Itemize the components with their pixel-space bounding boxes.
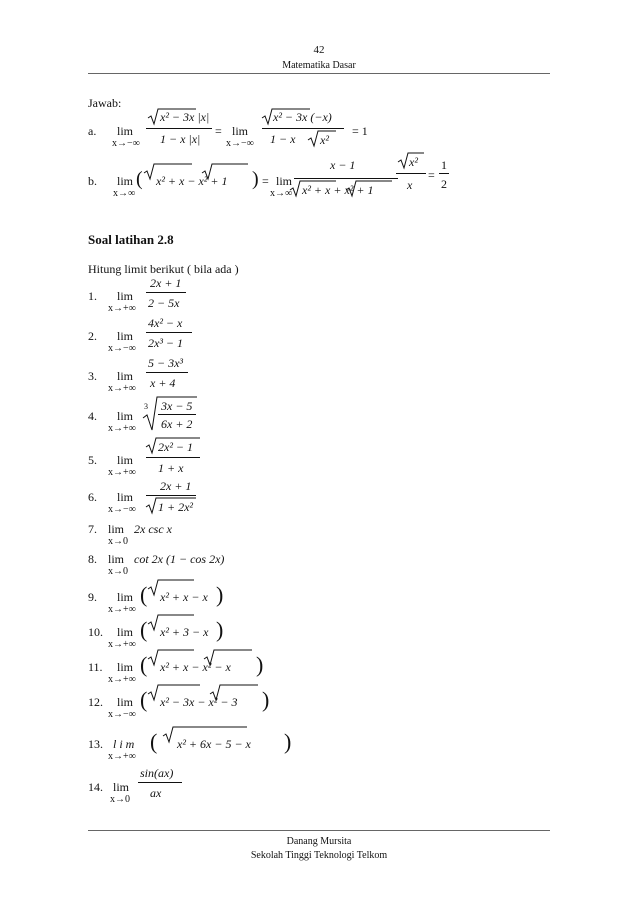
lim-sub: x→0	[108, 536, 128, 547]
answer-b-frac2-den: x	[407, 178, 413, 192]
paren-close: )	[256, 652, 264, 677]
problem-number: 10.	[88, 625, 103, 639]
fraction-line	[146, 495, 196, 496]
answer-b-res-line	[439, 173, 449, 174]
lim-sub: x→+∞	[108, 303, 136, 314]
problem-number: 6.	[88, 490, 97, 504]
answer-b-paren-close: )	[252, 168, 259, 190]
problem-number: 9.	[88, 590, 97, 604]
footer-rule	[88, 830, 550, 831]
fraction-line	[138, 782, 182, 783]
answer-b-res-num: 1	[441, 158, 447, 172]
answer-b-frac-line	[294, 178, 398, 179]
fraction-line	[146, 372, 188, 373]
lim-sub: x→+∞	[108, 383, 136, 394]
section-title: Soal latihan 2.8	[88, 232, 174, 247]
problem-number: 4.	[88, 409, 97, 423]
lim-word: lim	[117, 453, 134, 467]
problem-number: 8.	[88, 552, 97, 566]
problem-expr: x² + 6x − 5 − x	[177, 737, 251, 751]
lim-sub: x→+∞	[108, 674, 136, 685]
answer-b-paren-open: (	[136, 168, 143, 190]
lim-word: lim	[117, 289, 134, 303]
answer-b-label: b.	[88, 174, 97, 188]
lim-word: lim	[117, 660, 134, 674]
answer-a-lim: lim	[117, 124, 134, 138]
lim-word: lim	[117, 409, 134, 423]
lim-word: lim	[108, 522, 125, 536]
footer-institution: Sekolah Tinggi Teknologi Telkom	[250, 850, 388, 861]
problem-expr: x² + 3 − x	[160, 625, 209, 639]
problem-num: 5 − 3x³	[148, 356, 184, 370]
page-number: 42	[313, 44, 325, 56]
paren-open: (	[140, 617, 148, 642]
answer-a-lim-sub: x→−∞	[112, 138, 140, 149]
paren-open: (	[140, 582, 148, 607]
answer-b-frac2-num: x²	[409, 155, 418, 169]
answer-b-num: x − 1	[330, 158, 356, 172]
problem-num: 2x + 1	[160, 479, 192, 493]
lim-sub: x→+∞	[108, 639, 136, 650]
fraction-line	[146, 457, 200, 458]
problem-expr: x² − 3x − x² − 3	[160, 695, 238, 709]
page-header-title: Matematika Dasar	[282, 60, 356, 71]
lim-word: lim	[117, 590, 134, 604]
problem-den: 2x³ − 1	[148, 336, 184, 350]
lim-sub: x→+∞	[108, 604, 136, 615]
problem-number: 12.	[88, 695, 103, 709]
answer-a-result: = 1	[352, 124, 368, 138]
answer-a-num2: x² − 3x (−x)	[273, 110, 332, 124]
answer-b-den: x² + x + x² + 1	[302, 183, 374, 197]
paren-close: )	[262, 687, 270, 712]
lim-sub: x→+∞	[108, 751, 136, 762]
lim-word: lim	[113, 780, 130, 794]
answer-b-lim: lim	[117, 174, 134, 188]
problem-den: 1 + 2x²	[158, 500, 194, 514]
jawab-label: Jawab:	[88, 96, 122, 110]
paren-close: )	[284, 729, 292, 754]
answer-a-den2a: 1 − x	[270, 132, 296, 146]
answer-a-eq: =	[215, 124, 222, 138]
problem-number: 13.	[88, 737, 103, 751]
answer-a-lim2-sub: x→−∞	[226, 138, 254, 149]
problem-den: ax	[150, 786, 162, 800]
answer-b-lim2-sub: x→∞	[270, 188, 293, 199]
problem-number: 11.	[88, 660, 103, 674]
lim-word: lim	[117, 329, 134, 343]
lim-sub: x→−∞	[108, 504, 136, 515]
lim-word-spaced: l i m	[113, 737, 135, 751]
fraction-line	[158, 414, 196, 415]
answer-a-frac1-line	[146, 128, 212, 129]
lim-sub: x→0	[108, 566, 128, 577]
instruction: Hitung limit berikut ( bila ada )	[88, 262, 239, 276]
answer-b-res-den: 2	[441, 177, 447, 191]
problem-den: 2 − 5x	[148, 296, 180, 310]
paren-open: (	[150, 729, 158, 754]
answer-b-lim-sub: x→∞	[113, 188, 136, 199]
answer-b-eq: =	[262, 174, 269, 188]
answer-b-eq2: =	[428, 168, 435, 182]
problem-num: 2x + 1	[150, 276, 182, 290]
answer-a-den1: 1 − x |x|	[160, 132, 201, 146]
problem-number: 1.	[88, 289, 97, 303]
problem-number: 14.	[88, 780, 103, 794]
answer-a-frac2-line	[262, 128, 344, 129]
problem-number: 5.	[88, 453, 97, 467]
lim-sub: x→−∞	[108, 343, 136, 354]
problem-den: 6x + 2	[161, 417, 193, 431]
lim-sub: x→0	[110, 794, 130, 805]
paren-open: (	[140, 652, 148, 677]
answer-a-lim2: lim	[232, 124, 249, 138]
answer-b-expr: x² + x − x² + 1	[156, 174, 228, 188]
root-index: 3	[144, 402, 148, 411]
lim-word: lim	[117, 695, 134, 709]
header-rule	[88, 73, 550, 74]
lim-sub: x→−∞	[108, 709, 136, 720]
problem-number: 3.	[88, 369, 97, 383]
lim-word: lim	[117, 490, 134, 504]
answer-a-den2b: x²	[320, 133, 329, 147]
fraction-line	[146, 332, 192, 333]
paren-close: )	[216, 617, 224, 642]
problem-expr: cot 2x (1 − cos 2x)	[134, 552, 225, 566]
problem-expr: x² + x − x² − x	[160, 660, 231, 674]
problem-number: 2.	[88, 329, 97, 343]
problem-expr: 2x csc x	[134, 522, 172, 536]
lim-word: lim	[117, 625, 134, 639]
problem-num: 3x − 5	[161, 399, 193, 413]
problem-den: x + 4	[150, 376, 176, 390]
problem-num: sin(ax)	[140, 766, 174, 780]
problem-num: 2x² − 1	[158, 440, 194, 454]
answer-b-lim2: lim	[276, 174, 293, 188]
problem-den: 1 + x	[158, 461, 184, 475]
fraction-line	[146, 292, 186, 293]
problem-num: 4x² − x	[148, 316, 183, 330]
lim-sub: x→+∞	[108, 423, 136, 434]
answer-b-frac2-line	[396, 173, 426, 174]
paren-open: (	[140, 687, 148, 712]
lim-sub: x→+∞	[108, 467, 136, 478]
problem-number: 7.	[88, 522, 97, 536]
lim-word: lim	[108, 552, 125, 566]
problem-expr: x² + x − x	[160, 590, 208, 604]
answer-a-label: a.	[88, 124, 97, 138]
paren-close: )	[216, 582, 224, 607]
lim-word: lim	[117, 369, 134, 383]
answer-a-num1: x² − 3x |x|	[160, 110, 210, 124]
footer-author: Danang Mursita	[286, 836, 352, 847]
